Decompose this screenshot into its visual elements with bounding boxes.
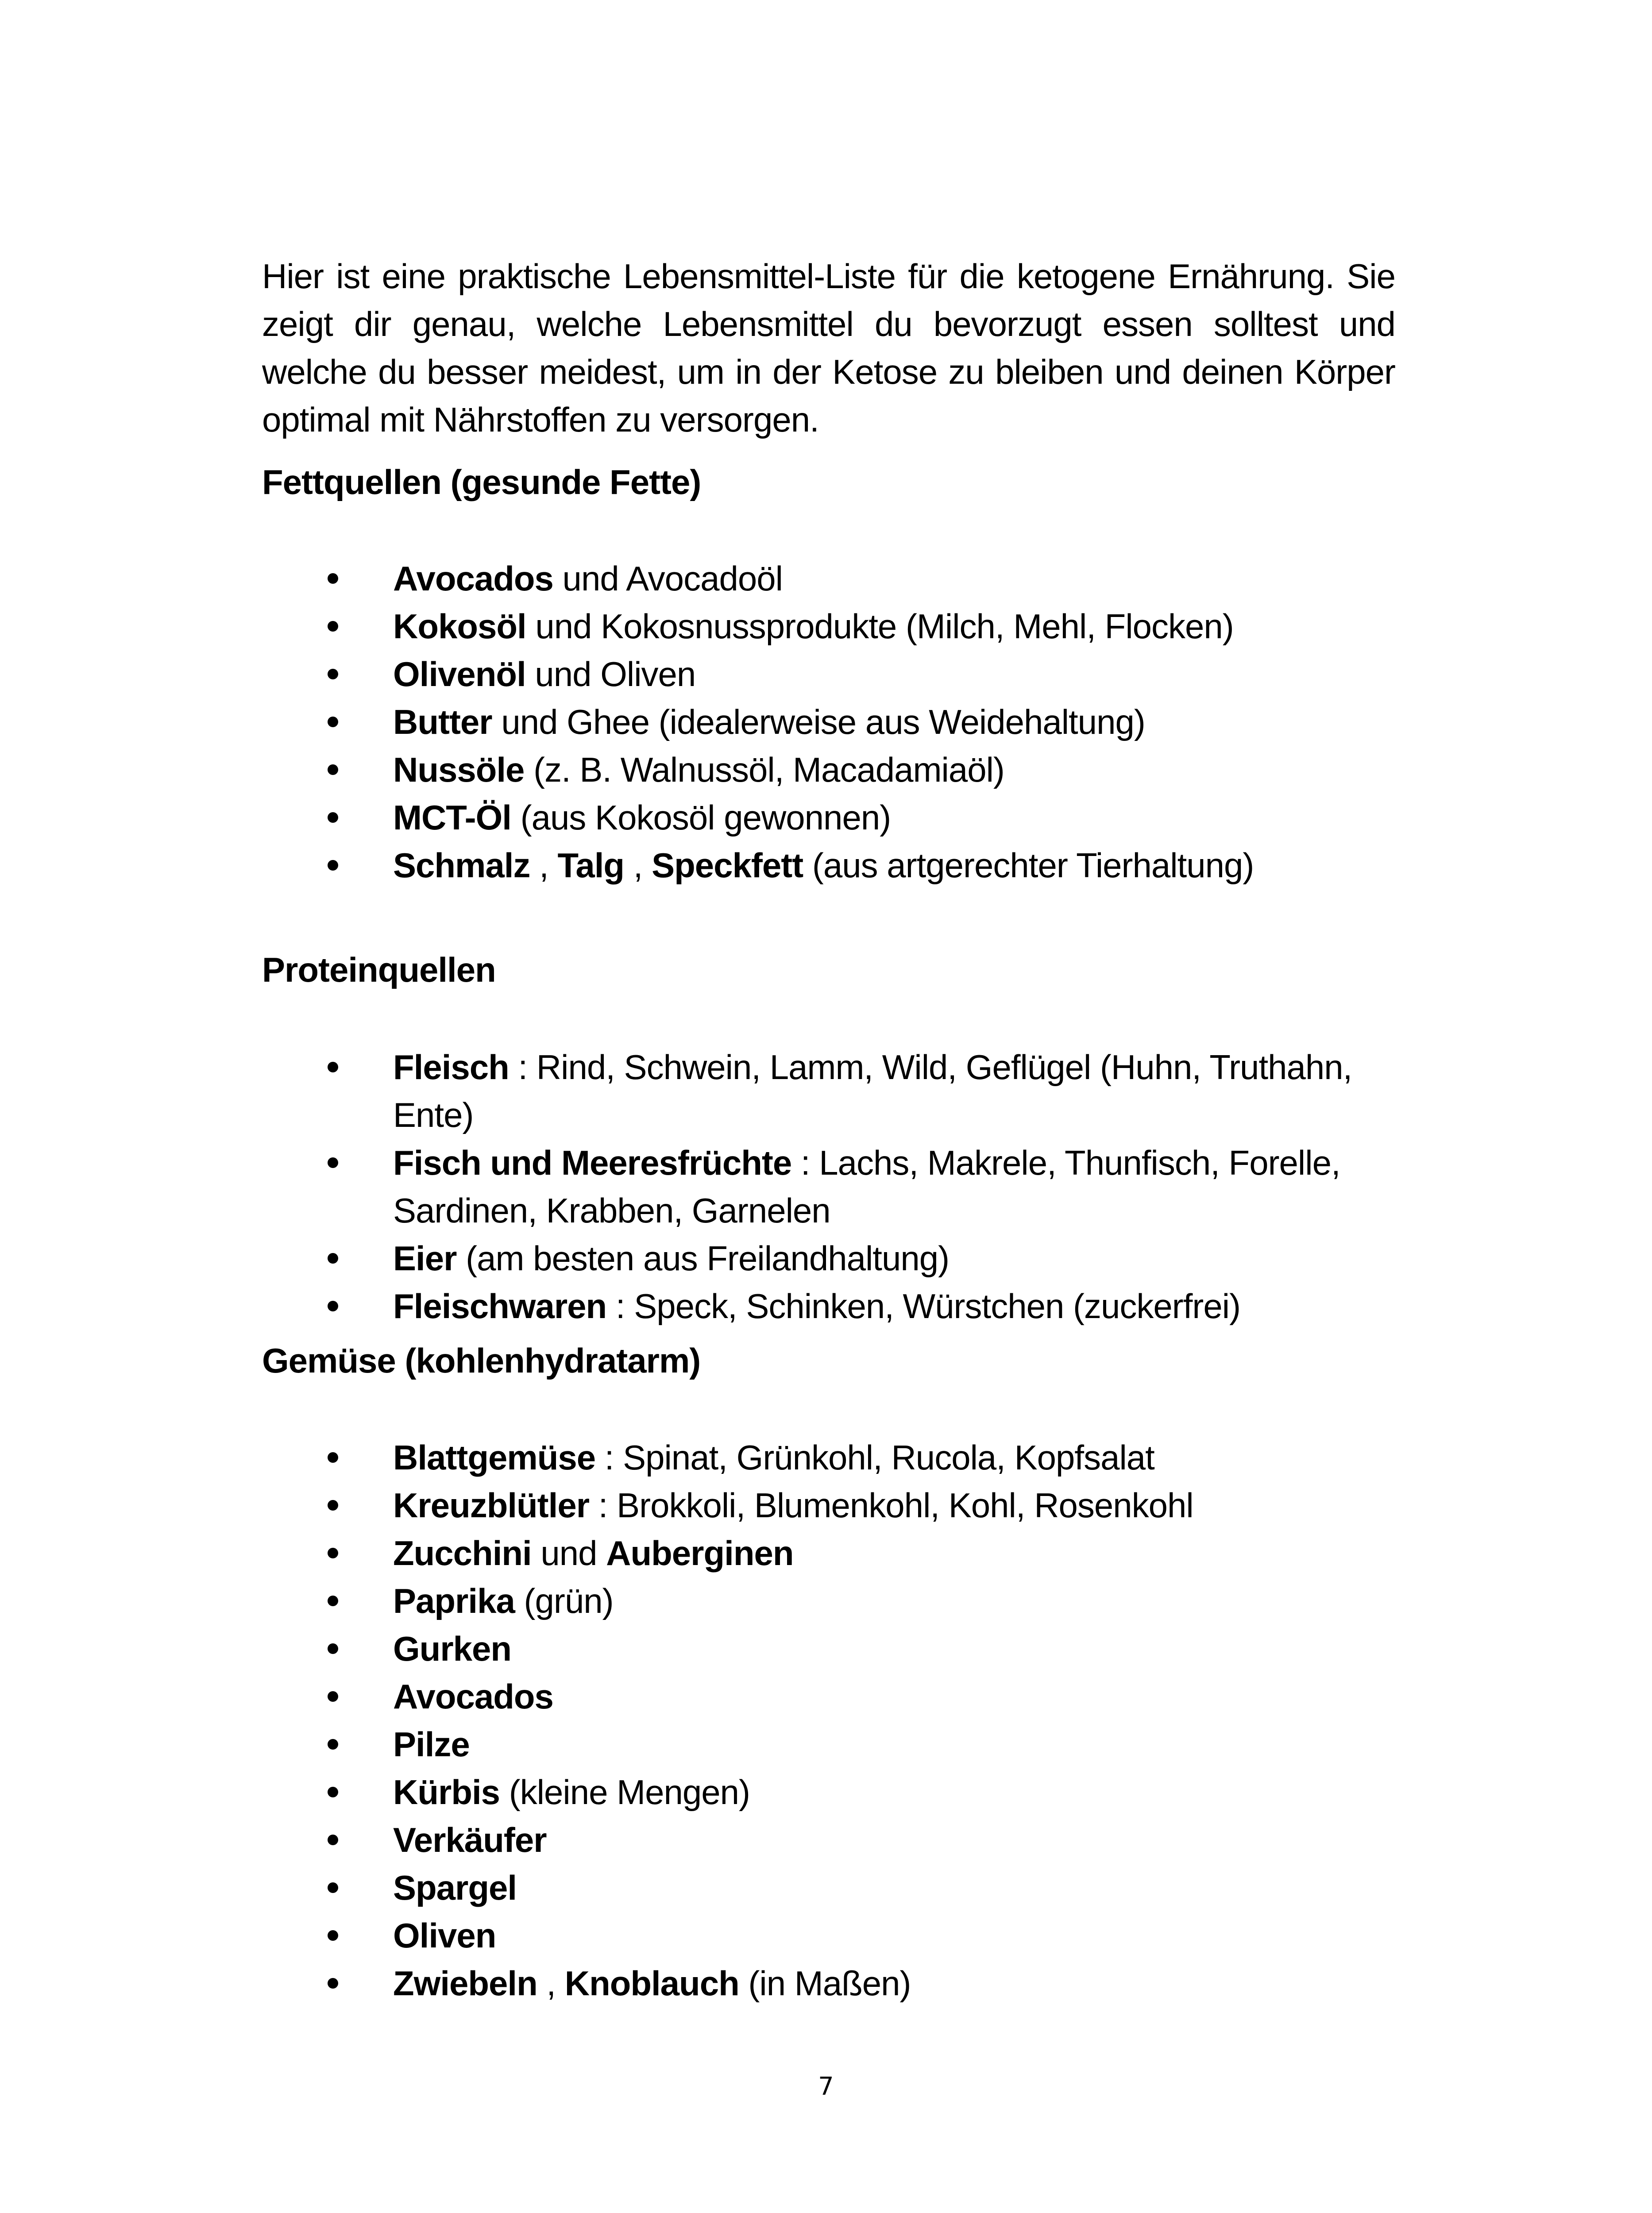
bullet-icon xyxy=(328,1691,338,1702)
bullet-icon xyxy=(328,1301,338,1311)
list-item: Avocados xyxy=(0,1673,1652,1720)
bullet-icon xyxy=(328,812,338,823)
list-item: Schmalz , Talg , Speckfett (aus artgerechter Tierhaltung) xyxy=(0,841,1652,889)
list-item: Fleischwaren : Speck, Schinken, Würstchen (zuckerfrei) xyxy=(0,1282,1652,1330)
list-item: Gurken xyxy=(0,1625,1652,1673)
list-item: Paprika (grün) xyxy=(0,1577,1652,1625)
list-item: Blattgemüse : Spinat, Grünkohl, Rucola, Kopfsalat xyxy=(0,1434,1652,1481)
section-heading-vegetables: Gemüse (kohlenhydratarm) xyxy=(262,1341,701,1380)
list-item: Butter und Ghee (idealerweise aus Weidehaltung) xyxy=(0,698,1652,746)
list-item: Zwiebeln , Knoblauch (in Maßen) xyxy=(0,1959,1652,2007)
list-item: Oliven xyxy=(0,1912,1652,1959)
bullet-icon xyxy=(328,1452,338,1463)
section-heading-protein-sources: Proteinquellen xyxy=(262,950,496,989)
bullet-icon xyxy=(328,860,338,871)
bullet-icon xyxy=(328,573,338,584)
bullet-icon xyxy=(328,1062,338,1072)
bullet-icon xyxy=(328,1643,338,1654)
bullet-icon xyxy=(328,764,338,775)
list-item: Olivenöl und Oliven xyxy=(0,650,1652,698)
bullet-icon xyxy=(328,1500,338,1511)
list-item: Avocados und Avocadoöl xyxy=(0,555,1652,602)
bullet-icon xyxy=(328,1157,338,1168)
list-vegetables xyxy=(0,1434,1652,2007)
bullet-icon xyxy=(328,1882,338,1893)
list-item: Fleisch : Rind, Schwein, Lamm, Wild, Geflügel (Huhn, Truthahn, Ente) xyxy=(0,1043,1652,1139)
list-item: Kreuzblütler : Brokkoli, Blumenkohl, Kohl, Rosenkohl xyxy=(0,1481,1652,1529)
list-item: Spargel xyxy=(0,1864,1652,1912)
list-item: Nussöle (z. B. Walnussöl, Macadamiaöl) xyxy=(0,746,1652,794)
list-item: Fisch und Meeresfrüchte : Lachs, Makrele, Thunfisch, Forelle, Sardinen, Krabben, Garnelen xyxy=(0,1139,1652,1234)
bullet-icon xyxy=(328,717,338,727)
page-number: 7 xyxy=(818,2072,834,2101)
bullet-icon xyxy=(328,1253,338,1264)
bullet-icon xyxy=(328,1739,338,1750)
list-item: MCT-Öl (aus Kokosöl gewonnen) xyxy=(0,794,1652,841)
intro-paragraph: Hier ist eine praktische Lebensmittel-Liste für die ketogene Ernährung. Sie zeigt dir genau, welche Lebensmittel du bevorzugt essen solltest und welche du besser meidest, um in der Ketose zu bleiben und deinen Körper optimal mit Nährstoffen zu versorgen. xyxy=(262,257,1395,439)
bullet-icon xyxy=(328,1930,338,1941)
bullet-icon xyxy=(328,1548,338,1558)
bullet-icon xyxy=(328,621,338,632)
bullet-icon xyxy=(328,1596,338,1606)
list-item: Kürbis (kleine Mengen) xyxy=(0,1768,1652,1816)
list-protein-sources xyxy=(0,1043,1652,1330)
section-heading-fat-sources: Fettquellen (gesunde Fette) xyxy=(262,463,701,501)
bullet-icon xyxy=(328,1978,338,1989)
bullet-icon xyxy=(328,1787,338,1797)
list-item: Pilze xyxy=(0,1720,1652,1768)
list-fat-sources xyxy=(0,555,1652,889)
bullet-icon xyxy=(328,1835,338,1845)
list-item: Verkäufer xyxy=(0,1816,1652,1864)
list-item: Eier (am besten aus Freilandhaltung) xyxy=(0,1234,1652,1282)
list-item: Kokosöl und Kokosnussprodukte (Milch, Mehl, Flocken) xyxy=(0,602,1652,650)
bullet-icon xyxy=(328,669,338,679)
list-item: Zucchini und Auberginen xyxy=(0,1529,1652,1577)
